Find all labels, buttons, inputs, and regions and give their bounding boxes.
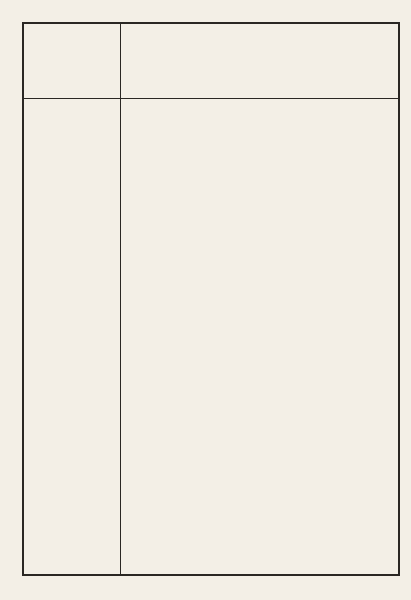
header-divider — [22, 98, 400, 99]
verse-number-row — [100, 78, 320, 86]
column-divider — [120, 24, 121, 574]
page-frame — [22, 22, 400, 576]
